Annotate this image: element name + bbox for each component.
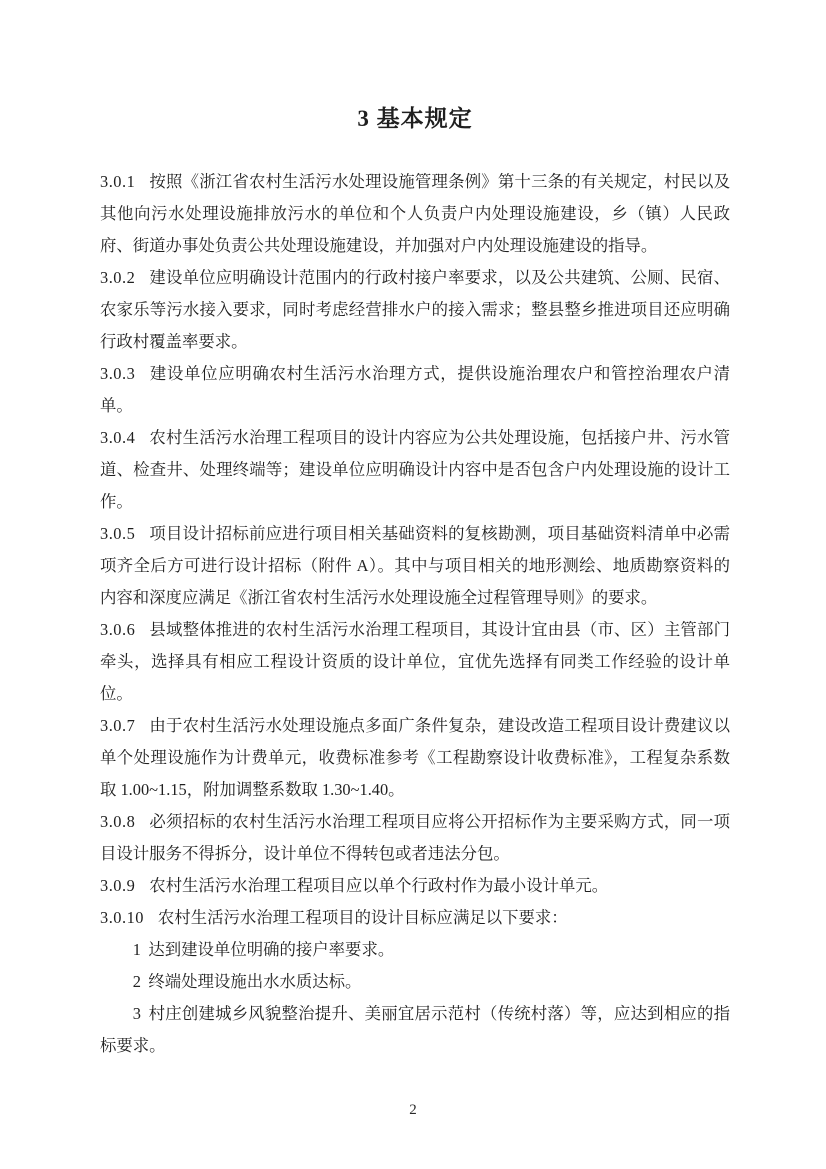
clause-text: 建设单位应明确设计范围内的行政村接户率要求，以及公共建筑、公厕、民宿、农家乐等污水接入要求，同时考虑经营排水户的接入需求；整县整乡推进项目还应明确行政村覆盖率要求。 [100,268,730,351]
sub-item-1 [100,934,730,966]
page-number: 2 [409,1102,417,1118]
clause-number: 3.0.9 [100,876,136,895]
clause-3-0-2 [100,262,730,358]
clause-number: 3.0.2 [100,268,136,287]
sub-item-2 [100,966,730,998]
clause-text: 必须招标的农村生活污水治理工程项目应将公开招标作为主要采购方式，同一项目设计服务不得拆分，设计单位不得转包或者违法分包。 [100,812,730,863]
sub-item-number: 2 [132,972,141,991]
clause-text: 农村生活污水治理工程项目的设计内容应为公共处理设施，包括接户井、污水管道、检查井、处理终端等；建设单位应明确设计内容中是否包含户内处理设施的设计工作。 [100,428,730,511]
clause-3-0-6 [100,614,730,710]
clause-number: 3.0.7 [100,716,136,735]
sub-item-text: 村庄创建城乡风貌整治提升、美丽宜居示范村（传统村落）等，应达到相应的指标要求。 [100,1004,730,1055]
clause-3-0-3 [100,358,730,422]
clause-text: 农村生活污水治理工程项目的设计目标应满足以下要求： [157,908,568,927]
clause-3-0-9 [100,870,730,902]
clause-3-0-5 [100,518,730,614]
clause-text: 建设单位应明确农村生活污水治理方式，提供设施治理农户和管控治理农户清单。 [100,364,730,415]
clause-3-0-8 [100,806,730,870]
clause-text: 县域整体推进的农村生活污水治理工程项目，其设计宜由县（市、区）主管部门牵头，选择具有相应工程设计资质的设计单位，宜优先选择有同类工作经验的设计单位。 [100,620,730,703]
clause-text: 项目设计招标前应进行项目相关基础资料的复核勘测，项目基础资料清单中必需项齐全后方可进行设计招标（附件 A）。其中与项目相关的地形测绘、地质勘察资料的内容和深度应满足《浙江省农村生活污水处理设施全过程管理导则》的要求。 [100,524,730,607]
sub-item-number: 3 [132,1004,141,1023]
clause-number: 3.0.8 [100,812,136,831]
clause-text: 农村生活污水治理工程项目应以单个行政村作为最小设计单元。 [149,876,609,895]
clause-3-0-10 [100,902,730,934]
sub-item-number: 1 [132,940,141,959]
clause-text: 按照《浙江省农村生活污水处理设施管理条例》第十三条的有关规定，村民以及其他向污水处理设施排放污水的单位和个人负责户内处理设施建设，乡（镇）人民政府、街道办事处负责公共处理设施建设，并加强对户内处理设施建设的指导。 [100,172,730,255]
clause-text: 由于农村生活污水处理设施点多面广条件复杂，建设改造工程项目设计费建议以单个处理设施作为计费单元，收费标准参考《工程勘察设计收费标准》，工程复杂系数取 1.00~1.15，附加调整系数取 1.30~1.40。 [100,716,730,799]
clause-3-0-1 [100,166,730,262]
page-title: 3 基本规定 [357,106,473,131]
sub-item-text: 达到建设单位明确的接户率要求。 [148,940,395,959]
clause-3-0-7 [100,710,730,806]
clause-number: 3.0.1 [100,172,136,191]
sub-item-text: 终端处理设施出水水质达标。 [148,972,362,991]
sub-item-3 [100,998,730,1062]
clause-number: 3.0.5 [100,524,136,543]
clause-number: 3.0.10 [100,908,144,927]
clause-3-0-4 [100,422,730,518]
clause-number: 3.0.4 [100,428,136,447]
clause-number: 3.0.3 [100,364,136,383]
clause-number: 3.0.6 [100,620,136,639]
